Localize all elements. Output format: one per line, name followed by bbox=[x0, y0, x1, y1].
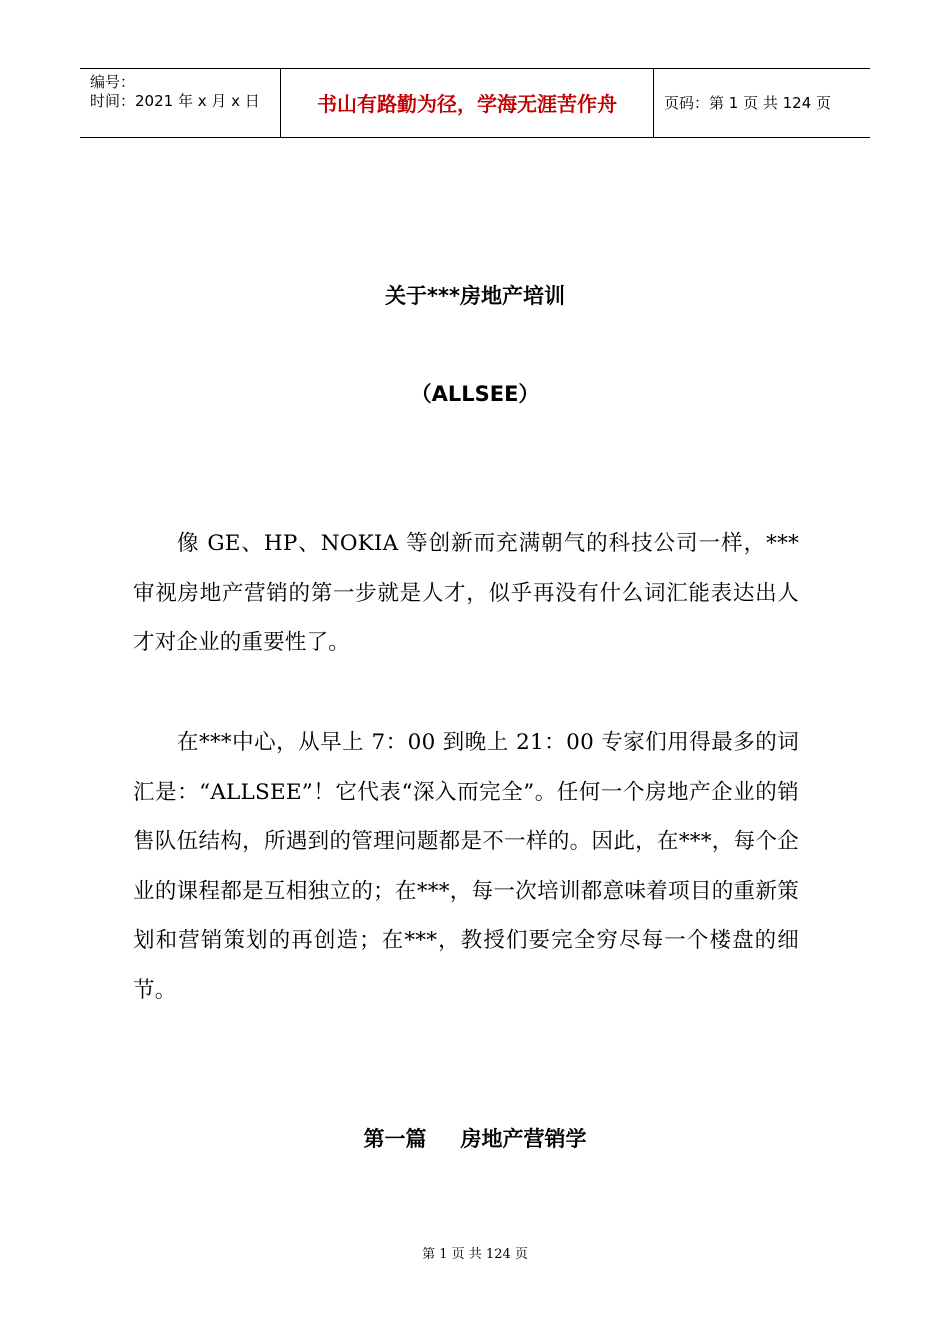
document-header bbox=[80, 68, 870, 138]
document-number-label: 编号： bbox=[90, 73, 136, 91]
page-footer: 第 1 页 共 124 页 bbox=[422, 1247, 528, 1262]
section-heading-title: 房地产营销学 bbox=[460, 1127, 587, 1151]
section-heading bbox=[0, 1125, 950, 1153]
document-title: 关于***房地产培训 bbox=[385, 284, 565, 308]
header-page-cell bbox=[654, 69, 870, 137]
header-motto: 书山有路勤为径，学海无涯苦作舟 bbox=[317, 92, 617, 116]
body-paragraph-2: 在***中心，从早上 7：00 到晚上 21：00 专家们用得最多的词汇是：“ALLSEE”！它代表“深入而完全”。任何一个房地产企业的销售队伍结构，所遇到的管理问题都是不一样的。因此，在***，每个企业的课程都是互相独立的；在***，每一次培训都意味着项目的重新策划和营销策划的再创造；在***，教授们要完全穷尽每一个楼盘的细节。 bbox=[133, 730, 799, 1003]
header-meta-cell bbox=[80, 69, 280, 137]
header-motto-cell bbox=[280, 69, 654, 137]
body-paragraph-1: 像 GE、HP、NOKIA 等创新而充满朝气的科技公司一样，***审视房地产营销的第一步就是人才，似乎再没有什么词汇能表达出人才对企业的重要性了。 bbox=[133, 531, 799, 655]
document-date-label: 时间：2021 年 x 月 x 日 bbox=[90, 92, 260, 110]
document-subtitle: （ALLSEE） bbox=[410, 382, 540, 406]
section-heading-number: 第一篇 bbox=[363, 1127, 427, 1151]
header-page-info: 页码：第 1 页 共 124 页 bbox=[664, 94, 832, 112]
